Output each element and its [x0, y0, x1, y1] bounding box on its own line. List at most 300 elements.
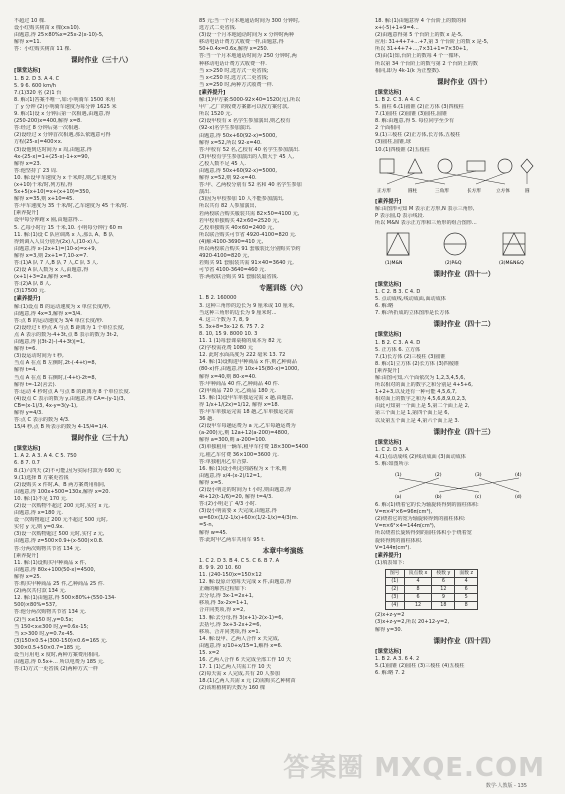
answer-line: 由题意,得 z=500×0.9+(x-500)×0.8.: [14, 538, 104, 545]
answer-line: 设甲每分钟跑 x 圈,由题意得...: [14, 217, 83, 224]
answer-line: (4)解:4100-3690=410 元,: [199, 238, 264, 245]
answer-line: 可节省 4100-3640=460 元.: [199, 267, 266, 274]
fig2-label: (1)M&N: [385, 260, 403, 266]
answer-line: 所以共有 82 人参加演出,: [199, 203, 257, 210]
answer-line: 应用: 31+4+7+...+7,第 3 个台阶上的数 x 是-5,: [375, 39, 489, 46]
fig3-label: (1): [395, 473, 402, 479]
tag-classroom: [课堂达标]: [375, 332, 402, 339]
answer-line: 5. 乙每小时行 15 千米,10. 小明每分钟行 60 m: [14, 224, 123, 231]
answer-line: 16. 乙两人合作 6 天完成全部工作 10 天: [199, 657, 292, 664]
answer-line: 16. 解:(1)设小明走的路程为 x 千米,则: [199, 465, 287, 472]
answer-line: 由题意,得 4x=3,解得 x=3/4.: [14, 310, 82, 317]
answer-line: 答：小红购买树苗 11 棵.: [14, 46, 72, 53]
col3-body-6: [375, 502, 553, 552]
section-heading-chapter-exam: 本章中考演练: [262, 546, 304, 555]
col1-body-1: [14, 76, 189, 296]
answer-line: 10. 解:(1)不足 170 元.: [14, 495, 68, 502]
answer-line: 18. 解:(1)由题意得 4 个台阶上的数的和: [375, 18, 467, 24]
answer-line: 解得 w=45.: [199, 529, 228, 536]
answer-line: 6. 解:略: [375, 303, 394, 310]
section-heading-41: 课时作业（四十一）: [433, 269, 495, 278]
answer-line: 乙校单独购买 40×60=2400 元,: [199, 224, 274, 231]
answer-line: 设当月用电 x 度时,两种方案费用相同,: [14, 651, 100, 658]
tag-classroom: [课堂达标]: [375, 439, 402, 446]
answer-line: 由题意,得 x-(2x+1)=(10-x)=x+9,: [14, 245, 97, 252]
answer-line: 解得 x=35,则 x+10=45.: [14, 196, 75, 203]
answer-line: (2)当 x≤150 时,y=0.5x;: [14, 616, 74, 623]
table-cell: 6: [455, 586, 478, 594]
answer-line: (80-x)件,由题意,得 10x+15(80-x)=1000,: [199, 366, 300, 373]
answer-line: [素养提升]: [375, 367, 400, 374]
answer-line: 解得 x=5.: [199, 479, 223, 486]
answer-line: 8. 解:(1)立方体 (2)长方体 (3)四棱锥: [375, 360, 460, 367]
table-cell: (3): [386, 594, 405, 602]
col3-body-2: [375, 206, 553, 227]
answer-line: (2)两次共付款 134 元.: [14, 588, 67, 595]
answer-line: 4. 这三个数为 7, 8, 9: [199, 316, 249, 323]
col3-body-9: [375, 656, 553, 677]
answer-line: 方程(25-x)=400×x.: [14, 139, 63, 146]
answer-line: 移项、合并同类项,得 x=1.: [199, 628, 261, 635]
column-2: [199, 18, 367, 693]
fig3-label: (b): [435, 495, 442, 501]
answer-line: 由题意,得 100x+500=130x,解得 x=20.: [14, 488, 111, 495]
answer-line: (2)学校需花费 1080 元: [199, 345, 253, 352]
answer-line: 得到调入人员分别为(2x)人,(10-x)人,: [14, 238, 99, 245]
answer-line: 8. 解:由题意,得 5. 每位同学至少有: [375, 118, 455, 125]
answer-line: 由此可知第一个面上是 5,第二个面上是 2,: [375, 403, 470, 410]
answer-line: 1. C 2. B 3. C 4. D: [375, 289, 421, 296]
answer-line: 9.(1)选择 B 方案更省钱: [14, 474, 69, 481]
answer-line: 12. 解:(1)由题意,得 500×80%+(550-134-: [14, 595, 117, 602]
col3-body-1: [375, 97, 553, 154]
answer-line: 若两校联合购买服装共需 82×50=4100 元,: [199, 210, 300, 217]
answer-line: 甲厂,乙厂的收费方案都可以按方案付款,: [199, 104, 289, 111]
answer-line: (3)圆柱,圆锥,球: [375, 139, 411, 146]
answer-line: (3)设一次购物超过 500 元时,实付 z 元,: [14, 531, 105, 538]
answer-line: 所以 31+4+7+...,7×31+1=7×30+1,: [375, 46, 468, 53]
answer-line: 10.(1)四棱锥 (2)五棱柱: [375, 146, 430, 153]
answer-line: (2)设经过 x 分钟首次相遇,那么依题意可得: [14, 132, 111, 139]
answer-line: 解得 x=52,则 92-x=40.: [199, 175, 257, 182]
tag-classroom: [课堂达标]: [375, 89, 402, 96]
answer-line: (3)17500 元.: [14, 288, 46, 295]
answer-line: 答:点 B 的运动速度为 3/4 单位长度/秒.: [14, 317, 104, 324]
answer-line: 解得 t=4.: [14, 367, 37, 374]
table-cell: 9: [432, 594, 455, 602]
col3-body-5: [375, 447, 553, 468]
answer-line: 解得 a=300,则 a-200=100.: [199, 437, 267, 444]
answer-line: 解得 y=4/3.: [14, 409, 43, 416]
answer-line: (3)单独租用一辆车,租甲车付费 18×300=5400: [199, 444, 309, 451]
answer-line: 11. 解:(1)设 C 队应调离 x 人,那么 A、B 队: [14, 231, 114, 238]
answer-line: 8. 解:(1)答案不唯一,如:小明骑车 1500 米用: [14, 96, 116, 103]
answer-line: 乙校人数不足 45 人.: [199, 160, 246, 167]
answer-line: 答:(2)A 队 8 人.: [14, 281, 52, 288]
answer-line: 答:甲车单独运完需 18 趟,乙车单独运完需: [199, 408, 294, 415]
column-1: [14, 18, 189, 673]
answer-line: 当 x>300 时,y=0.7x-45.: [14, 630, 75, 637]
answer-line: 解:由图可知,六个面依次为 1,2,3,4,5,6,: [375, 375, 466, 381]
answer-line: 17. 1 (1)乙两人共需工作 10 天: [199, 664, 272, 671]
answer-line: 答:此时甲乙两车共用车 95 t.: [199, 536, 265, 543]
answer-line: 50+0.4x=0.6x,解得 x=250.: [199, 46, 269, 53]
answer-line: 8. 10, 15 9. 8000 10. 3: [199, 330, 258, 337]
col3-body-4: [375, 340, 553, 425]
answer-line: 7. 解:所折成的立体图形是长方体: [375, 310, 450, 317]
answer-line: 300×0.5+50×0.7=185 元.: [14, 644, 82, 651]
answer-line: 答:购买甲种商品 25 件,乙种商品 25 件.: [14, 581, 105, 588]
answer-line: (2)设甲车每趟运费为 a 元,乙车每趟运费为: [199, 423, 296, 430]
answer-line: 解得 y=30.: [375, 626, 403, 633]
fig3-label: (c): [475, 495, 482, 501]
answer-line: 6. 解:(1)绕着它的长为轴旋转得到的圆柱体积:: [375, 502, 479, 509]
tag-improve: [素养提升]: [14, 296, 41, 303]
answer-line: x+(-5)+1+9=4...: [375, 25, 419, 32]
table-header: 图号: [386, 569, 405, 577]
answer-line: (3)150×0.5+(300-150)×0.6=165 元.: [14, 637, 108, 644]
tag-classroom: [课堂达标]: [14, 68, 41, 75]
answer-line: 所以绕着长旋转得到的圆柱体积小于绕着宽: [375, 530, 472, 537]
answer-line: 解得 x=23.: [14, 160, 42, 167]
answer-line: (3)由(1)知,台阶上的数每 4 个一循环,: [375, 53, 461, 60]
answer-line: 7.(1)长方体 (2)三棱柱 (3)圆锥: [375, 353, 446, 360]
answer-line: 1+2+3,以及还有一种可能 4,5,6,7,: [375, 389, 457, 396]
fig3-label: (2): [435, 473, 442, 479]
fig1-label: 圆: [525, 188, 530, 194]
answer-line: 实付 y 元,则 y=0.9x.: [14, 524, 64, 531]
col2-body-1: [199, 97, 367, 281]
answer-line: 旋转得到的圆柱体积.: [375, 537, 423, 544]
answer-line: (3)因为甲校参加 10 人不能参加演出,: [199, 196, 284, 203]
answer-line: 由题意,得 0.5x+... 所以电费为 185 元.: [14, 659, 105, 666]
answer-line: 移动电话计费方式收费一样,由题意,得: [199, 39, 284, 46]
answer-line: 15. x=2: [199, 649, 220, 656]
answer-line: (250-200)x=400,解得 x=8.: [14, 118, 82, 125]
section-heading-39: 课时作业（三十九）: [70, 434, 133, 443]
answer-line: (2)设一次购物不超过 200 元时,实付 x 元,: [14, 503, 110, 509]
section-heading-42: 课时作业（四十二）: [433, 320, 495, 329]
answer-line: 解得 x=3,则 2x+1=7,10-x=7.: [14, 252, 89, 259]
answer-line: 2 个面相同: [375, 125, 401, 132]
answer-line: 所以相对的面上的数字之和分别是 4+5+6,: [375, 382, 473, 389]
answer-line: 9. 解:(1)设 x 分钟后第一次相遇,由题意,得: [14, 111, 111, 118]
answer-line: 由题意,得 25×80%x=25x-2(x-10)-5,: [14, 32, 104, 39]
answer-line: [素养提升]: [14, 210, 39, 217]
answer-line: 解得 x=40,则 80-x=40.: [199, 373, 257, 380]
answer-line: 1. B 2. D 3. A 4. C: [14, 75, 60, 82]
answer-line: 由题意,得 |(3t-2)-(-4+3t)|=1,: [14, 339, 85, 346]
table-header: 面数 z: [455, 569, 478, 577]
answer-line: 所以两校联合购买 91 套服装比分别购买节约: [199, 246, 301, 252]
answer-line: 点 A 表示的数为-4+3t,点 B 表示的数为 3t-2,: [14, 331, 119, 338]
answer-line: 种移动电话计费方式收费一样.: [199, 60, 267, 67]
answer-line: (2)每天需 x 人完成,共有 20 人参加: [199, 671, 280, 678]
answer-line: 12. 此时水面高度为 222 毫米 13. 72: [199, 352, 286, 359]
answer-line: 当点 A 在点 B 左侧时,2t-(-4+t)=8,: [14, 360, 97, 367]
combined-shapes-diagram: [375, 229, 545, 267]
answer-line: 解得 x=25.: [14, 573, 42, 580]
answer-line: 第三个面上是 1,第四个面上是 6,: [375, 410, 450, 417]
answer-line: 答:经过 8 分钟后第一次相遇.: [14, 125, 80, 132]
answer-line: 所以 M&N 表示正方形和三角形的组合图形...: [375, 219, 477, 226]
answer-line: 5. 9 6. 600 km/h: [14, 82, 57, 89]
fig2-label: (3)M&N&Q: [499, 260, 524, 266]
answer-line: 当 x=250 时,两种方式收费一样.: [199, 81, 274, 88]
answer-line: 相同,即为 4k-1(k 为正整数).: [375, 67, 441, 74]
fig3-label: (4): [515, 473, 522, 479]
answer-line: 36 趟.: [199, 416, 214, 423]
answer-line: (3)设小明需要 x 天完成,由题意,得: [199, 508, 277, 515]
table-cell: 6: [404, 594, 432, 602]
answer-line: 答:单独租用乙车合算.: [199, 458, 249, 465]
answer-line: 18.(1)乙两人共需 x 元 (2)需购买乙种树苗: [199, 678, 296, 685]
answer-line: 6. 解:略 7. 2: [375, 669, 405, 676]
answer-line: (x+1)+3=2x,解得 x=8.: [14, 274, 73, 281]
answer-line: 当 x<250 时,选方式二更省钱;: [199, 74, 269, 81]
answer-line: 5x+5(x+10)=x+(x+10)=350,: [14, 189, 91, 196]
answer-line: 4.(1)点动成线 (2)线动成面 (3)面动成体: [375, 453, 466, 460]
answer-line: 14. 解:(1)设购进甲种商品 x 件,则乙种商品: [199, 359, 297, 366]
answer-line: 由题意,得 50x+60(92-x)=5000,: [199, 132, 278, 139]
answer-line: 1. C 2. D 3. A: [375, 446, 409, 453]
table-row: [386, 602, 478, 610]
tag-classroom: [课堂达标]: [14, 446, 41, 453]
answer-line: 1. B 2. 160000: [199, 295, 237, 302]
answer-line: 设一次购物超过 200 元不超过 500 元时,: [14, 517, 108, 524]
answer-line: (92-x)名学生参加演出.: [199, 125, 252, 132]
answer-line: 答:点 C 表示的数为 4/3.: [14, 417, 70, 424]
answer-line: 答:两校联合购买 91 套服装最省钱.: [199, 274, 279, 281]
answer-line: 解得 x=11.: [14, 39, 42, 46]
answer-line: 得 1/x+1/(2x)=1/12, 解得 x=18.: [199, 401, 280, 408]
answer-line: 1. A 2. A 3. A 4. C 5. 750: [14, 453, 77, 460]
answer-line: 答:甲校有 52 名,乙校有 40 名学生参加演出.: [199, 146, 300, 153]
col2-top: [199, 18, 367, 89]
answer-line: (3)设他到达时间为 x 周,由题意,得: [14, 146, 92, 153]
answer-line: 7.(1)圆柱 (2)圆锥 (3)圆柱,圆锥: [375, 111, 448, 118]
col1-body-3: [14, 453, 189, 673]
answer-line: 500)×80%=537,: [14, 602, 57, 609]
answer-line: P 表示圆,Q 表示线段.: [375, 212, 425, 219]
answer-line: (2)甲商品 720 元,乙商品 180 元.: [199, 387, 277, 394]
answer-line: 解:由图形可知 M 表示正方形,N 表示三角形,: [375, 205, 475, 212]
table-header: 棱数 y: [432, 569, 455, 577]
answer-line: 5. 解:如图所示: [375, 460, 409, 467]
answer-line: 解得 x=52,所以 92-x=40.: [199, 139, 262, 146]
answer-line: 11. (240-150)x=150×12: [199, 571, 262, 578]
fig1-label: 长方形: [467, 188, 481, 194]
answer-line: (2)x+z-y=2: [375, 612, 405, 619]
column-3: [375, 18, 553, 677]
table-cell: 5: [455, 594, 478, 602]
watermark-logo: 答案圈 MXQE.COM: [283, 753, 545, 783]
answer-line: 答:当一个月本地通话时间为 250 分钟时,两: [199, 53, 297, 60]
answer-line: (x+10)千米/时,列方程,得: [14, 181, 73, 188]
answer-line: 1. B 2. C 3. A 4. D: [375, 339, 421, 346]
answer-line: 答:甲种商品 40 件,乙种商品 40 件.: [199, 380, 280, 387]
answer-line: V=π×4²×6=96π(cm³),: [375, 509, 433, 516]
answer-line: 85 元;当一个月本地通话时间为 300 分钟时,: [199, 18, 300, 24]
fig3-label: (a): [395, 495, 402, 501]
answer-line: 去括号,得 3x+3-2x+2=6,: [199, 621, 262, 628]
answer-line: (3)x+z-y=2,所以 20+12-y=2,: [375, 619, 450, 626]
answer-line: 11. 1 (1)每套课桌椅的成本为 82 元: [199, 338, 282, 345]
answer-line: (2)设经过 t 秒点 A 与点 B 距离为 1 个单位长度,: [14, 324, 125, 331]
table-row: [386, 586, 478, 594]
figure-shape-matching: [375, 156, 553, 196]
col2-body-2: [199, 295, 367, 543]
answer-line: 所以 1520 元.: [199, 111, 233, 118]
answer-line: =5-n,: [199, 522, 214, 529]
answer-line: 选方式二更省钱.: [199, 25, 237, 32]
answer-line: V=144π(cm³).: [375, 544, 411, 551]
answer-line: 13. 解:去分母,得 3(x+1)-2(x-1)=6,: [199, 614, 284, 621]
answer-line: 14. 解:设甲、乙两人合作 x 天完成,: [199, 635, 280, 642]
table-cell: 8: [404, 586, 432, 594]
fig1-label: 三角形: [435, 188, 449, 194]
table-cell: (4): [386, 602, 405, 610]
answer-line: 4x-(25-x)=1+(25-x)-1+x=90,: [14, 153, 90, 160]
answer-line: 若购买 91 套服装共需 91×40=3640 元,: [199, 260, 294, 267]
section-heading-38: 课时作业（三十八）: [70, 56, 133, 65]
answer-line: 当点 A 在点 B 右侧时,(-4+t)-2t=8,: [14, 374, 97, 381]
answer-line: 答:甲、乙两校分别有 52 名和 40 名学生参加: [199, 182, 302, 189]
answer-line: 正确的解答过程如下:: [199, 586, 247, 593]
answer-line: 当 x>250 时,选方式一更省钱;: [199, 67, 269, 74]
col1-body-2: [14, 304, 189, 432]
section-heading-special-6: 专题训练（六）: [259, 284, 307, 293]
answer-line: 去分母,得 3x-1=2x+1,: [199, 593, 254, 600]
answer-line: 5. 3x+8=3x-12 6. 75 7. 2: [199, 323, 265, 330]
answer-line: (3)甲校有学生参加演出的人数大于 45 人,: [199, 153, 294, 160]
answer-line: 移项,得 3x-2x=1+1,: [199, 600, 249, 607]
answer-line: 解:(1)设点 B 的运动速度为 x 单位长度/秒,: [14, 303, 111, 310]
answer-line: 所以联合购买可节省 4920-4100=820 元.: [199, 231, 297, 238]
answer-line: 5. 点动成线,线动成面,面动成体: [375, 296, 446, 303]
answer-line: 当这种三角形的边长为 9 厘米时...: [199, 309, 277, 316]
table-cell: (2): [386, 586, 405, 594]
answer-line: 1. B 2. A 3. 6 4. 2: [375, 655, 420, 662]
answer-line: 11. 解:(1)设购买甲种商品 x 件,: [14, 559, 87, 566]
fig2-label: (2)P&Q: [445, 260, 462, 266]
answer-line: [素养提升]: [14, 552, 39, 559]
answer-line: 10. 解:设甲车速度为 x 千米/时,则乙车速度为: [14, 174, 117, 181]
tag-improve: [素养提升]: [375, 198, 402, 205]
answer-line: 3. 这种三角形的边长为 9 厘米或 10 厘米,: [199, 302, 295, 309]
answer-line: 7.(1)320 名 (2)1 台: [14, 89, 62, 96]
answer-line: 不超过 10 棵.: [14, 18, 46, 24]
answer-line: V=π×6²×4=144π(cm³),: [375, 523, 436, 530]
col2-body-3: [199, 558, 367, 693]
answer-line: 所以第 34 个台阶上的数与第 2 个台阶上的数: [375, 60, 478, 67]
figure-combined-shapes: [375, 229, 553, 267]
answer-line: 由题意,得 x/4-(x-2)/12=1,: [199, 472, 262, 479]
rotation-matching-diagram: [375, 470, 545, 500]
answer-line: (1)填表如下:: [375, 559, 405, 566]
answer-line: 5.(1)圆锥 (2)圆柱 (3)三棱柱 (4)五棱柱: [375, 662, 465, 669]
shape-matching-diagram: [375, 156, 545, 196]
answer-line: 答:他坚持了 23 周.: [14, 167, 58, 174]
answer-line: (2)由题意得第 5 个台阶上的数 x 是-5,: [375, 32, 463, 39]
answer-line: 8.(1)六四天 (2)不可能,因为实际付款为 690 元: [14, 467, 121, 474]
col1-top: [14, 18, 189, 53]
answer-line: (4)设点 C 表示的数为 y,由题意,得 CA=-(y-1)/3,: [14, 395, 126, 402]
fig3-label: (3): [475, 473, 482, 479]
answer-line: 12. 解:设原计划每天完成 x 件,由题意,得: [199, 579, 292, 586]
section-heading-44: 课时作业（四十四）: [433, 636, 495, 645]
table-cell: 18: [432, 602, 455, 610]
answer-line: 解得 t=6.: [14, 346, 37, 353]
table-cell: 12: [432, 586, 455, 594]
fig1-label: 正方形: [377, 188, 391, 194]
answer-line: 了 y 分钟 (2)小明骑车速度为每分钟 1625 米: [14, 103, 117, 110]
table-cell: 4: [404, 577, 432, 585]
answer-line: 答:甲车速度为 35 千米/时,乙车速度为 45 千米/时.: [14, 203, 129, 210]
answer-line: 9.(1)三棱柱 (2)正方体,长方体,五棱柱: [375, 132, 461, 139]
table-cell: 4: [455, 577, 478, 585]
figure-rotation-matching: [375, 470, 553, 500]
section-heading-40: 课时作业（四十）: [436, 77, 492, 86]
tag-classroom: [课堂达标]: [375, 281, 402, 288]
answer-line: CB=(x-1)/3, 4x-y=3(y-1),: [14, 402, 78, 409]
answer-line: 4t+12(t-1/6)=20, 解得 t=4/3.: [199, 494, 273, 501]
answer-line: 答:运动 4 秒时点 A 与点 B 的距离为 8 个单位长度.: [14, 388, 131, 395]
tag-improve: [素养提升]: [199, 89, 226, 96]
col3-body-3: [375, 289, 553, 317]
answer-line: 由题意,得 80x+100(50-x)=4500,: [14, 566, 96, 573]
page-number: 数学·人教版 - 135: [485, 783, 527, 789]
section-heading-43: 课时作业（四十三）: [433, 427, 495, 436]
polyhedron-table: [385, 569, 478, 610]
answer-line: (a-200)元,则 12a+12(a-200)=4800,: [199, 430, 289, 437]
answer-line: 5. 圆柱 6.(1)圆锥 (2)正方体 (3)四棱柱: [375, 103, 464, 110]
answer-line: (3)设一个月本地通话时间为 x 分钟时两种: [199, 32, 294, 39]
answer-line: 1. C 2. D 3. B 4. C 5. C 6. B 7. A: [199, 557, 280, 564]
tag-improve: [素养提升]: [375, 552, 402, 559]
answer-line: 5. 正方体 6. 立方体: [375, 346, 421, 353]
answer-line: 答:分两次购物共节省 134 元.: [14, 545, 82, 552]
answer-line: (2)设小明走的时间为 t 小时,则由题意,得: [199, 487, 292, 493]
answer-line: 8. 9 9. 20 10. 60: [199, 564, 242, 571]
answer-line: 答:(2)小明走了 4/3 小时.: [199, 501, 257, 508]
answer-line: 由题意,得 x=180 元.: [14, 510, 63, 517]
tag-classroom: [课堂达标]: [375, 648, 402, 655]
answer-line: 6. 8 7. 0.7: [14, 460, 40, 467]
table-cell: 6: [432, 577, 455, 585]
answer-line: (2)绕着它的宽为轴旋转得到的圆柱体积:: [375, 516, 466, 523]
table-header: 顶点数 x: [404, 569, 432, 577]
answer-line: 以及第五个面上是 4,第六个面上是 3.: [375, 417, 460, 424]
answer-line: (2)设购买 x 件时,A、B 两方案费用相同,: [14, 481, 106, 488]
answer-line: 演出.: [199, 189, 211, 196]
table-row: [386, 594, 478, 602]
col3-body-7: [375, 560, 553, 567]
answer-line: 元,租乙车付费 36×100=3600 元.: [199, 451, 279, 458]
answer-line: 解得 t=-12(舍去).: [14, 381, 57, 388]
table-row: [386, 577, 478, 585]
answer-line: 4920-4100=820 元,: [199, 253, 250, 260]
table-cell: 8: [455, 602, 478, 610]
answer-line: (2)设甲校有 x 名学生参加演出,则乙校有: [199, 118, 291, 125]
answer-line: 15. 解:(1)设甲车单独运完需 x 趟,由题意,: [199, 394, 294, 401]
col3-body-8: [375, 612, 553, 633]
answer-line: 1. B 2. C 3. A 4. C: [375, 96, 420, 103]
answer-line: 由题意,得 50x+60(92-x)=5000,: [199, 167, 278, 174]
table-cell: (1): [386, 577, 405, 585]
answer-line: 解:(1)甲方案:5000-92×40=1520(元),所以: [199, 97, 301, 104]
answer-line: (2)该班植树的天数为 160 棵: [199, 685, 266, 692]
